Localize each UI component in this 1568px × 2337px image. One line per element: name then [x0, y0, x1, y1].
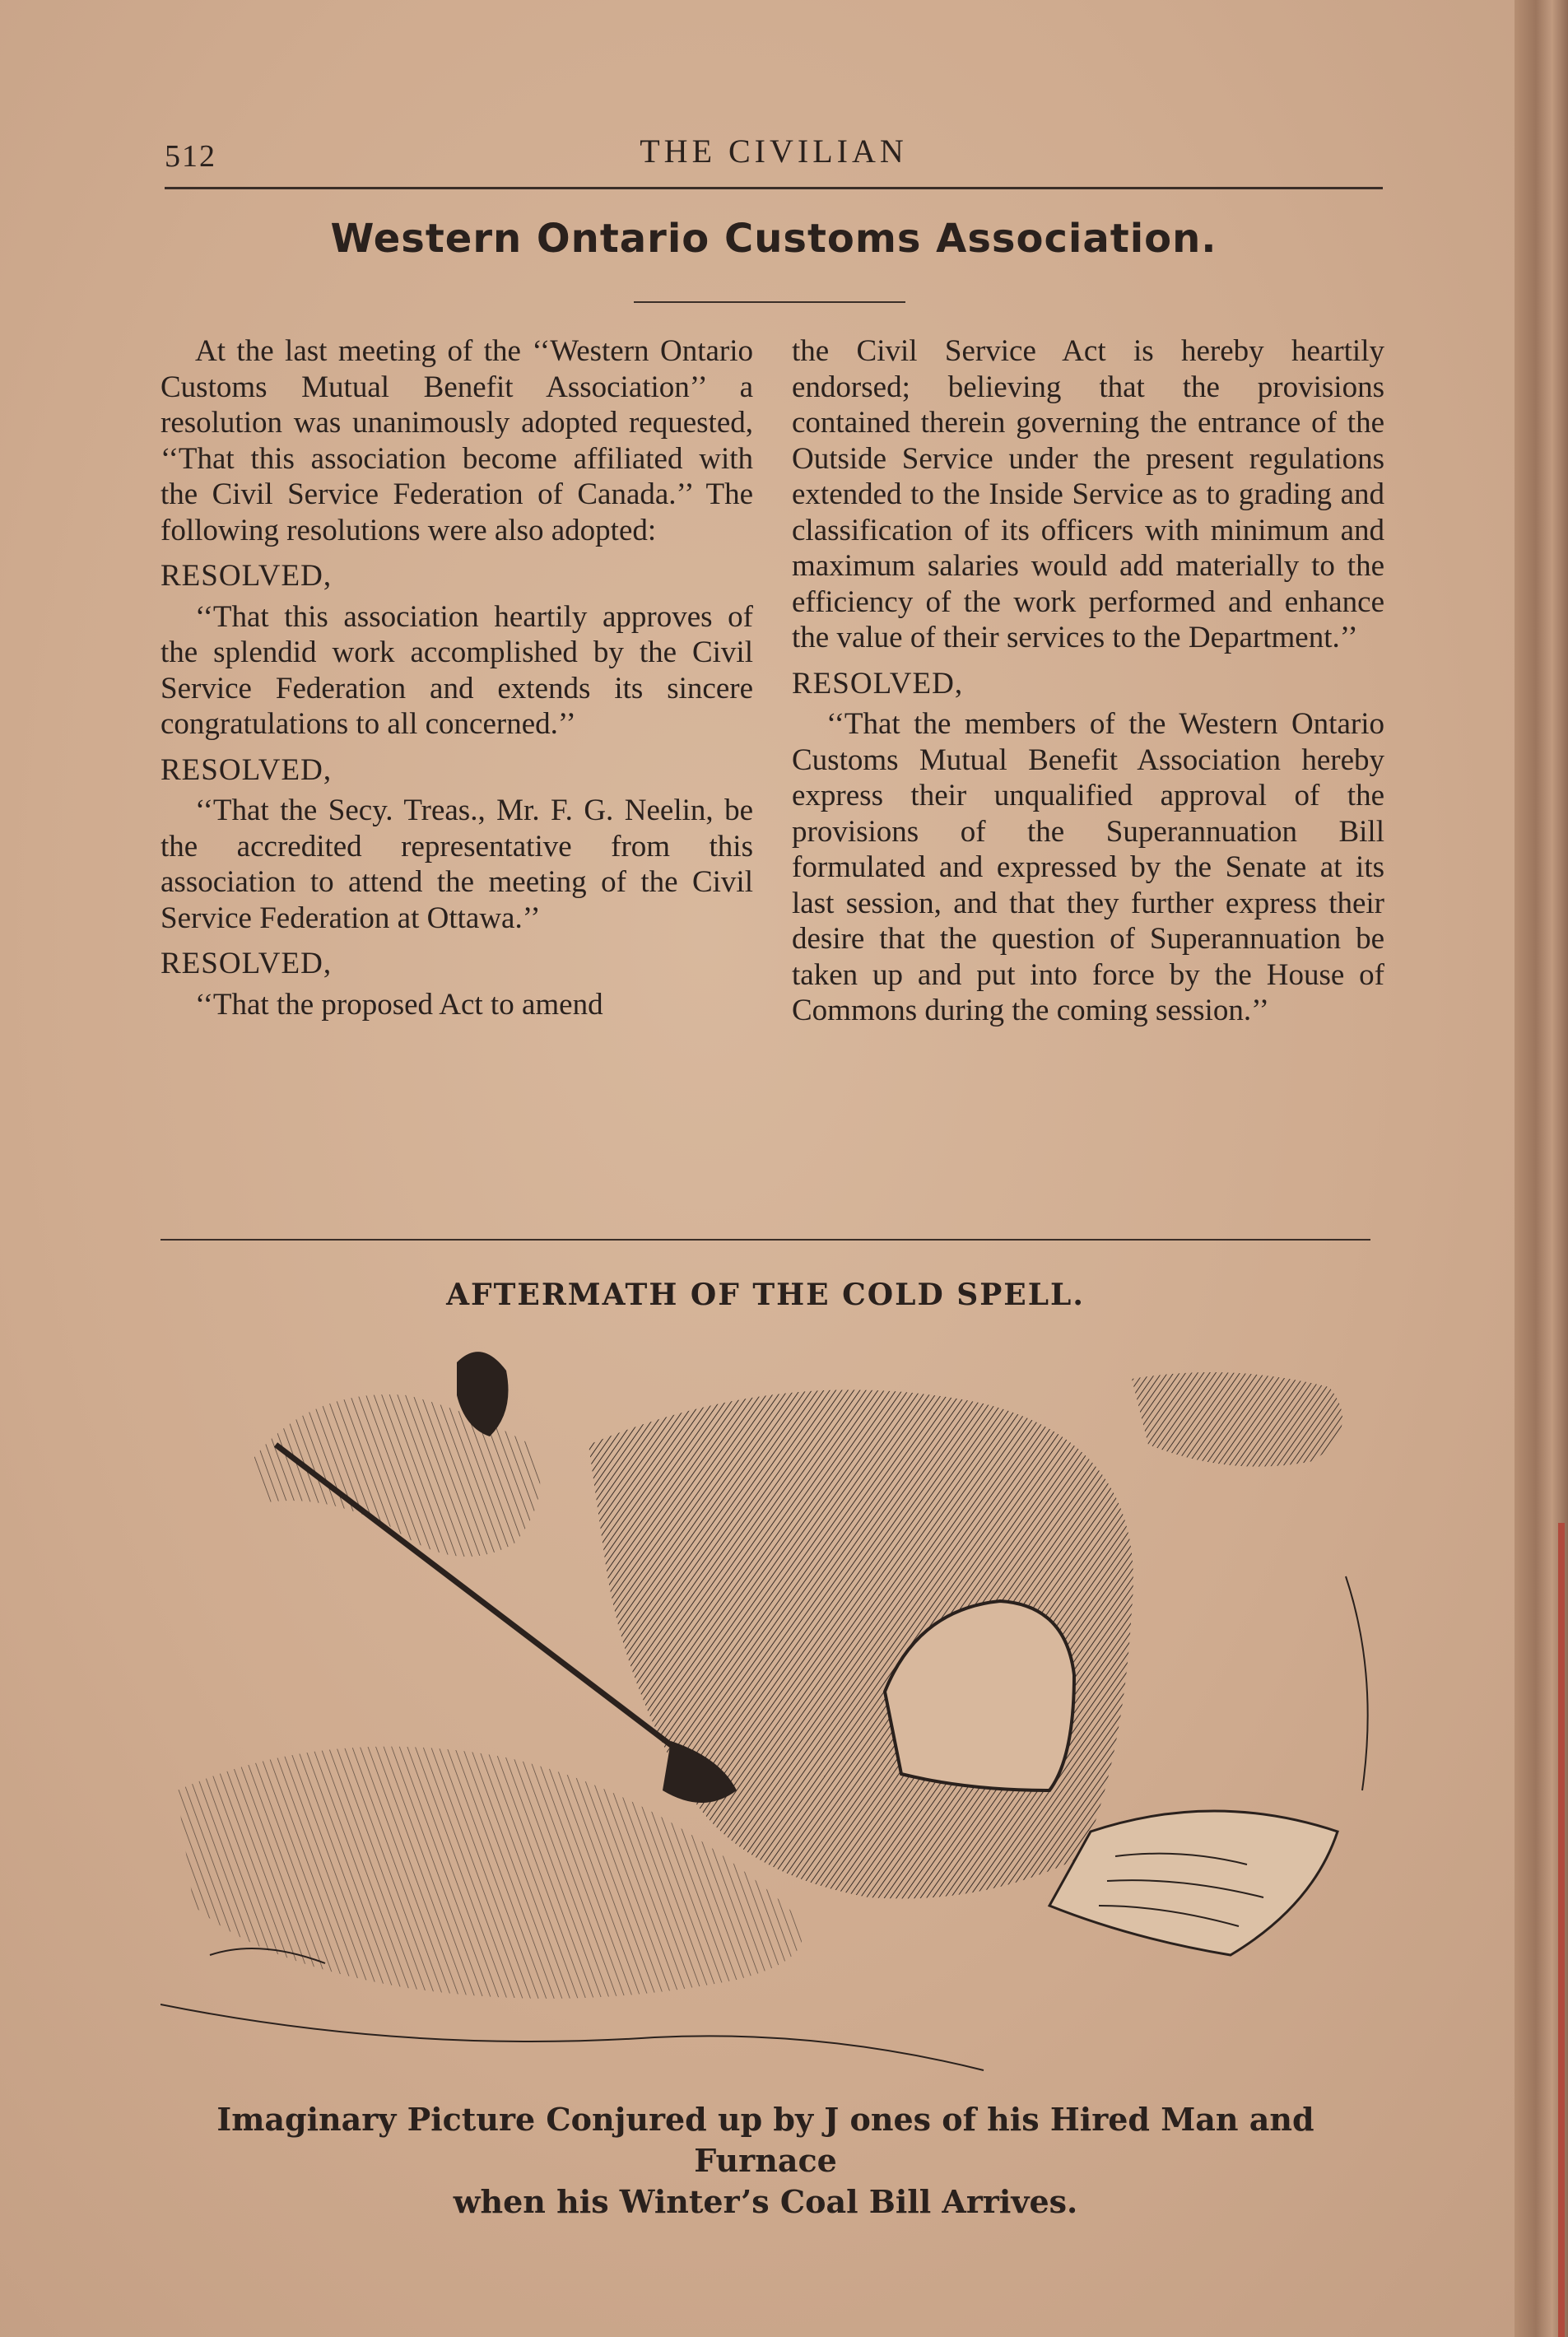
page-number: 512	[165, 139, 216, 174]
left-column	[161, 333, 753, 1022]
resolved-heading: RESOLVED,	[161, 947, 333, 980]
resolution-paragraph: ‘‘That the members of the Western Ontario Customs Mutual Benefit Association hereby express their unqualified approval of the provisions of the Superannuation Bill formulated and expressed by the Senate at its last session, and that they further express their desire that the question of Superannuation be taken up and put into force by the House of Commons during the coming session.’’	[792, 707, 1384, 1027]
resolution-paragraph: ‘‘That this association heartily approves of the splendid work accomplished by the Civil Service Federation and extends its sincere congratulations to all concerned.’’	[161, 599, 753, 741]
running-head: THE CIVILIAN	[640, 133, 908, 170]
article-title: Western Ontario Customs Association.	[330, 216, 1217, 262]
binding-edge	[1558, 1523, 1565, 2337]
resolved-heading: RESOLVED,	[161, 752, 333, 787]
caption-line: Imaginary Picture Conjured up by J ones of his Hired Man and Furnace	[216, 2101, 1314, 2179]
cartoon-illustration	[161, 1329, 1412, 2087]
resolution-paragraph: ‘‘That the proposed Act to amend	[195, 987, 603, 1022]
cartoon-title: AFTERMATH OF THE COLD SPELL.	[446, 1278, 1085, 1312]
cartoon-caption	[165, 2099, 1366, 2223]
header-rule	[165, 187, 1383, 189]
resolution-paragraph: ‘‘That the Secy. Treas., Mr. F. G. Neelin, be the accredited representative from this association to attend the meeting of the Civil Service Federation at Ottawa.’’	[161, 794, 753, 935]
caption-line: when his Winter’s Coal Bill Arrives.	[453, 2183, 1078, 2220]
page-header	[165, 132, 1383, 181]
section-rule	[161, 1239, 1370, 1241]
resolved-heading: RESOLVED,	[792, 666, 964, 701]
resolution-paragraph: the Civil Service Act is hereby heartily endorsed; believing that the provisions contained therein governing the entrance of the Outside Service under the present regulations extended to the Inside Service as to grading and classification of its officers with minimum and maximum salaries would add materially to the efficiency of the work performed and enhance the value of their services to the Department.’’	[792, 334, 1384, 654]
title-rule	[634, 301, 905, 303]
resolved-heading: RESOLVED,	[161, 559, 333, 593]
right-column	[792, 333, 1384, 1029]
intro-paragraph: At the last meeting of the ‘‘Western Ontario Customs Mutual Benefit Association’’ a resolution was unanimously adopted requested, ‘‘That this association become affiliated with the Civil Service Federation of Canada.’’ The following resolutions were also adopted:	[161, 334, 753, 547]
